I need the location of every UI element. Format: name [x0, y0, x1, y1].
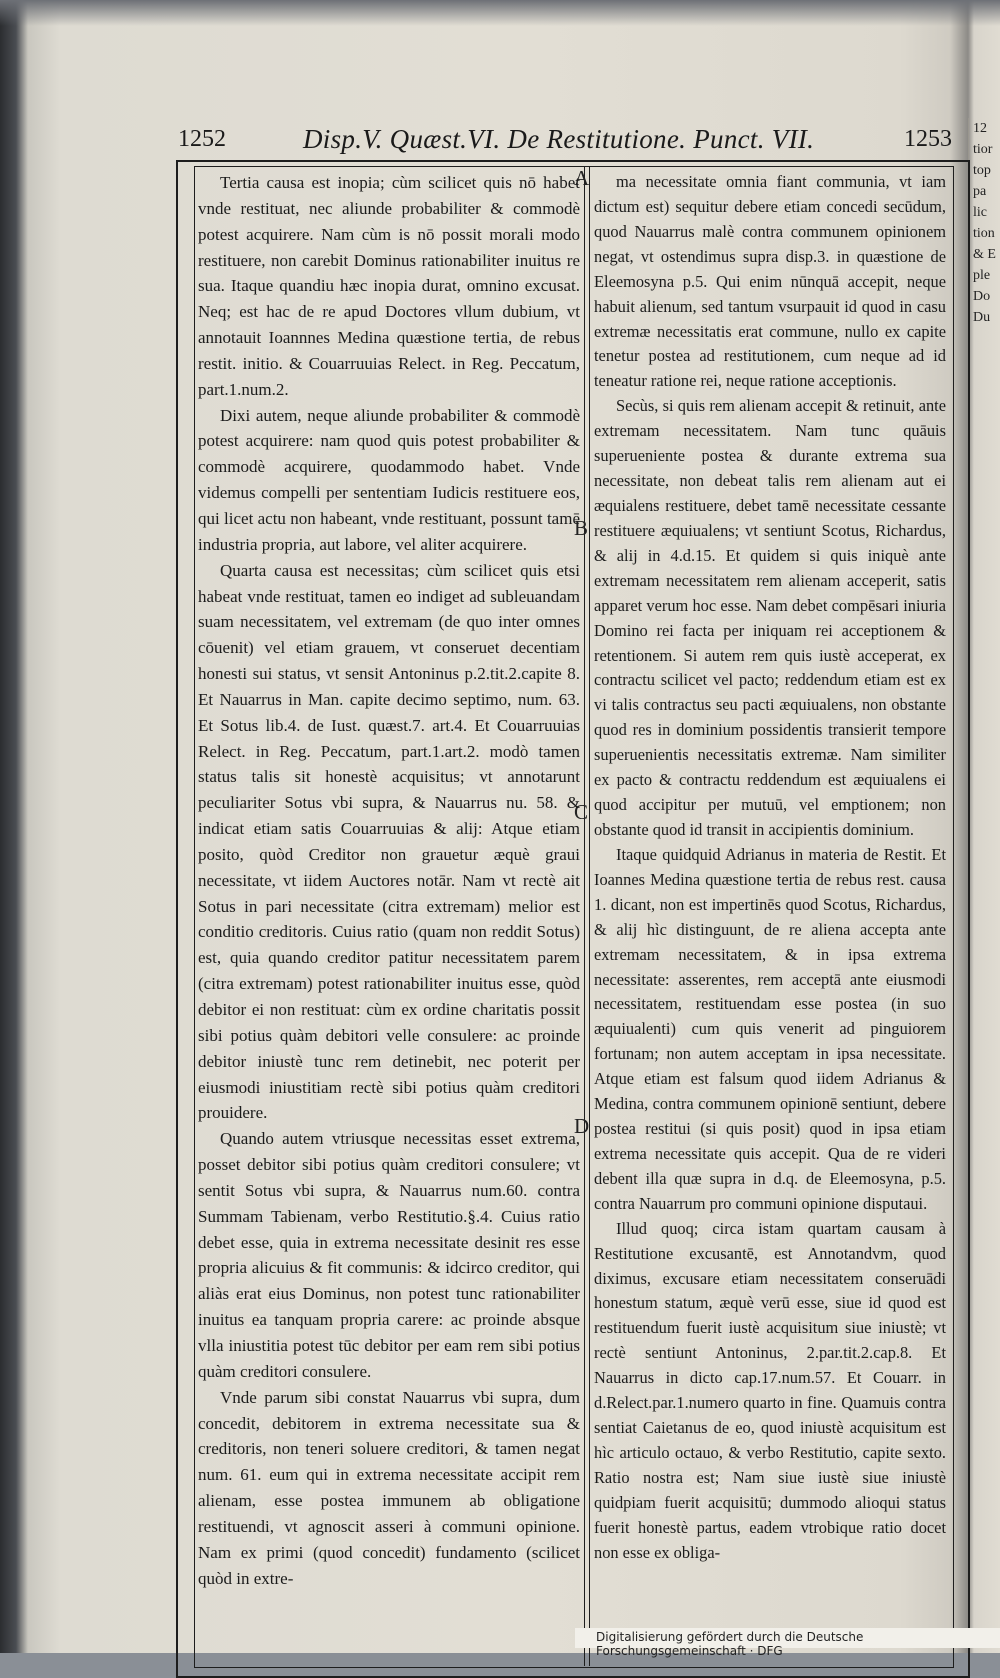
adjacent-page-fragment: Do: [973, 289, 991, 304]
adjacent-page-fragment: tior: [973, 142, 993, 157]
adjacent-page-fragment: [969, 538, 1000, 559]
adjacent-page-fragment: & E: [973, 247, 996, 262]
left-column: [198, 170, 580, 1591]
right-column-paragraph: ma necessitate omnia fiant communia, vt iam dictum est) sequitur debere etiam concedi secūdum, quod Nauarrus malè contra communem opinionem negat, vt ostendimus supra disp.3. in quæstione de Eleemosyna p.5. Qui enim nūnquā accepit, neque habuit alienum, sed tantum vsurpauit id quod in casu extremæ necessitatis erat commune, nullo ex capite tenetur postea ad restitutionem, cum neque ad id teneatur ratione rei, neque ratione acceptionis.: [594, 172, 946, 391]
adjacent-page-fragment: [969, 622, 1000, 643]
page-title: Disp.V. Quæst.VI. De Restitutione. Punct. VII.: [303, 124, 815, 154]
adjacent-page-fragment: [969, 391, 1000, 412]
adjacent-page-fragment: [969, 580, 1000, 601]
running-head: [178, 126, 968, 160]
adjacent-page-fragment: Du: [973, 310, 991, 325]
left-column-paragraph: Vnde parum sibi constat Nauarrus vbi supra, dum concedit, debitorem in extrema necessitate sua & creditoris, non teneri soluere creditori, & tamen negat num. 61. eum qui in extrema necessitate accipit rem alienam, esse postea immunem ab obligatione restituendi, vt agnoscit asseri à communi opinione. Nam ex primi (quod concedit) fundamento (scilicet quòd in extre-: [198, 1387, 580, 1588]
right-column-paragraph: Itaque quidquid Adrianus in materia de Restit. Et Ioannes Medina quæstione tertia de rebus rest. causa 1. dicant, non est impertinēs quod Scotus, Richardus, & alij hìc distinguunt, de re aliena accepta ante extremam necessitatem, & in ipsa extrema necessitate: asserentes, rem acceptā ante eiusmodi necessitatem, restituendam esse postea (in suo æquiualenti) cum quis venerit ad pinguiorem fortunam; non autem acceptam in ipsa necessitate. Atque etiam est falsum quod iidem Adrianus & Medina, contra communem opinionē sentiunt, debere postea restitui (si quis posit) quod in ipsa etiam extrema necessitate quis accepit. Qua de re videri debent illa quæ supra in d.q. de Eleemosyna, p.5. contra Nauarrum pro communi opinione disputaui.: [594, 844, 946, 1213]
adjacent-page-fragment: [969, 412, 1000, 433]
page-number-right: 1253: [904, 126, 952, 152]
adjacent-page-fragment: [969, 454, 1000, 475]
adjacent-page-fragment: [969, 328, 1000, 349]
left-column-paragraph: Quarta causa est necessitas; cùm scilicet quis etsi habeat vnde restituat, tamen eo indiget ad subleuandam suam necessitatem, vel extremam (de quo inter omnes cōuenit) vel etiam grauem, vt conseruet decentiam honesti sui status, vt sensit Antoninus p.2.tit.2.capite 8. Et Nauarrus in Man. capite decimo septimo, num. 63. Et Sotus lib.4. de Iust. quæst.7. art.4. Et Couarruuias Relect. in Reg. Peccatum, part.1.art.2. modò tamen status talis sit honestè acquisitus; vt annotarunt peculiariter Sotus vbi supra, & Nauarrus nu. 58. & indicat etiam satis Couarruuias & alij: Atque etiam posito, quòd Creditor non grauetur æquè graui necessitate, vt iidem Auctores notār. Nam vt rectè ait Sotus in pari necessitate (citra extremam) melior est conditio creditoris. Cuius ratio (quam non reddit Sotus) est, quia quando creditor patitur necessitatem parem (citra extremam) potest rationabiliter inuitus esse, quòd debitor ei non restituat: cùm ex ordine charitatis possit sibi potius quàm debitori velle consulere: ac proinde debitor iniustè tunc rem detinebit, nec poterit per eiusmodi iniustitiam rectè sibi potius quàm creditori prouidere.: [198, 560, 580, 1123]
margin-marker-c: C: [574, 800, 589, 824]
adjacent-page-fragment: [969, 475, 1000, 496]
adjacent-page-fragment: [969, 559, 1000, 580]
column-divider: [584, 166, 585, 1666]
footer-credit: Digitalisierung gefördert durch die Deutsche Forschungsgemeinschaft · DFG: [596, 1630, 864, 1658]
right-column-paragraph: Illud quoq; circa istam quartam causam à Restitutione excusantē, est Annotandvm, quod diximus, excusare etiam necessitatem conseruādi honestum statum, æquè verū esse, siue id quod est restituendum fuerit iustè acquisitum siue iniustè; vt rectè sentiunt Antoninus, 2.par.tit.2.cap.8. Et Nauarrus in dicto cap.17.num.57. Et Couarr. in d.Relect.par.1.numero quarto in fine. Quamuis contra sentiat Caietanus de eo, quod iniustè acquisitum est hìc articulo octauo, & verbo Restitutio, capite sexto. Ratio nostra est; Nam siue iustè siue iniustè quidpiam fuerit acquisitū; dummodo alioqui status fuerit honestè partus, eadem vtrobique ratio docet non esse ex obliga-: [594, 1218, 946, 1562]
adjacent-page-fragment: [969, 601, 1000, 622]
margin-marker-a: A: [574, 166, 590, 190]
adjacent-page-fragment: lic: [973, 205, 987, 220]
margin-marker-b: B: [574, 516, 589, 540]
adjacent-page-fragment: ple: [973, 268, 991, 283]
adjacent-page-fragment: tion: [973, 226, 995, 241]
left-column-paragraph: Tertia causa est inopia; cùm scilicet quis nō habet vnde restituat, nec aliunde probabiliter & commodè potest acquirere. Nam cùm is nō possit morali modo restituere, non carebit Dominus rationabiliter inuitus re sua. Itaque quandiu hæc inopia durat, omnino excusat. Neq; est hac de re apud Doctores vllum dubium, vt annotauit Ioannnes Medina quæstione tertia, de rebus restit. initio. & Couarruuias Relect. in Reg. Peccatum, part.1.num.2.: [198, 173, 580, 399]
adjacent-page-fragment: 12: [973, 121, 987, 136]
adjacent-page-edge: [968, 118, 1000, 1638]
adjacent-page-fragment: [969, 496, 1000, 517]
adjacent-page-fragment: [969, 517, 1000, 538]
margin-marker-d: D: [574, 1114, 590, 1138]
adjacent-page-fragment: [969, 349, 1000, 370]
adjacent-page-fragment: pa: [973, 184, 987, 199]
left-column-paragraph: Quando autem vtriusque necessitas esset extrema, posset debitor sibi potius quàm creditori consulere; vt sentit Sotus vbi supra, & Nauarrus num.60. contra Summam Tabienam, verbo Restitutio.§.4. Cuius ratio debet esse, quia in extrema necessitate desinit res esse propria alicuius & fit communis: & idcirco creditor, qui aliàs erat eius Dominus, non potest tunc rationabiliter inuitus ea tanquam propria carere: ac proinde absque vlla iniustitia potest tūc debitor per eam rem sibi potius quàm creditori consulere.: [198, 1129, 580, 1381]
adjacent-page-fragment: [969, 370, 1000, 391]
adjacent-page-fragment: [969, 433, 1000, 454]
adjacent-page-fragment: top: [973, 163, 991, 178]
left-column-paragraph: Dixi autem, neque aliunde probabiliter & commodè potest acquirere: nam quod quis potest probabiliter & commodè acquirere, quodammodo habet. Vnde videmus compelli per sententiam Iudicis restituere eos, qui licet actu non habeant, vnde restituant, possunt tamē industria propria, aut labore, vel aliter acquirere.: [198, 405, 580, 554]
right-column-paragraph: Secùs, si quis rem alienam accepit & retinuit, ante extremam necessitatem. Nam tunc quāuis superueniente postea & durante extrema sua necessitate, non debeat talis rem alienam aut ei æquialens restituere, debet tamē necessitate cessante restituere æquiualens; vt sentiunt Scotus, Richardus, & alij in 4.d.15. Et quidem si quis iniquè ante extremam necessitatem rem alienam acceperit, satis apparet verum hoc esse. Nam debet compēsari iniuria Domino rei facta per iniquam rei acceptionem & retentionem. Si autem rem quis iustè acceperat, ex contractu scilicet vel pacto; reddendum etiam est ex vi talis contractus seu pacti æquiualens, non obstante quod res in dominium possidentis transierit tempore superuenientis necessitatis extremæ. Nam similiter ex pacto & contractu reddendum est æquiualens ei quod accipitur per mutuū, vel emptionem; non obstante quod id transit in accipientis dominium.: [594, 396, 946, 839]
column-divider-inner: [589, 166, 590, 1666]
page-number-left: 1252: [178, 126, 226, 152]
top-shadow: [0, 0, 1000, 26]
right-column: [594, 170, 946, 1566]
